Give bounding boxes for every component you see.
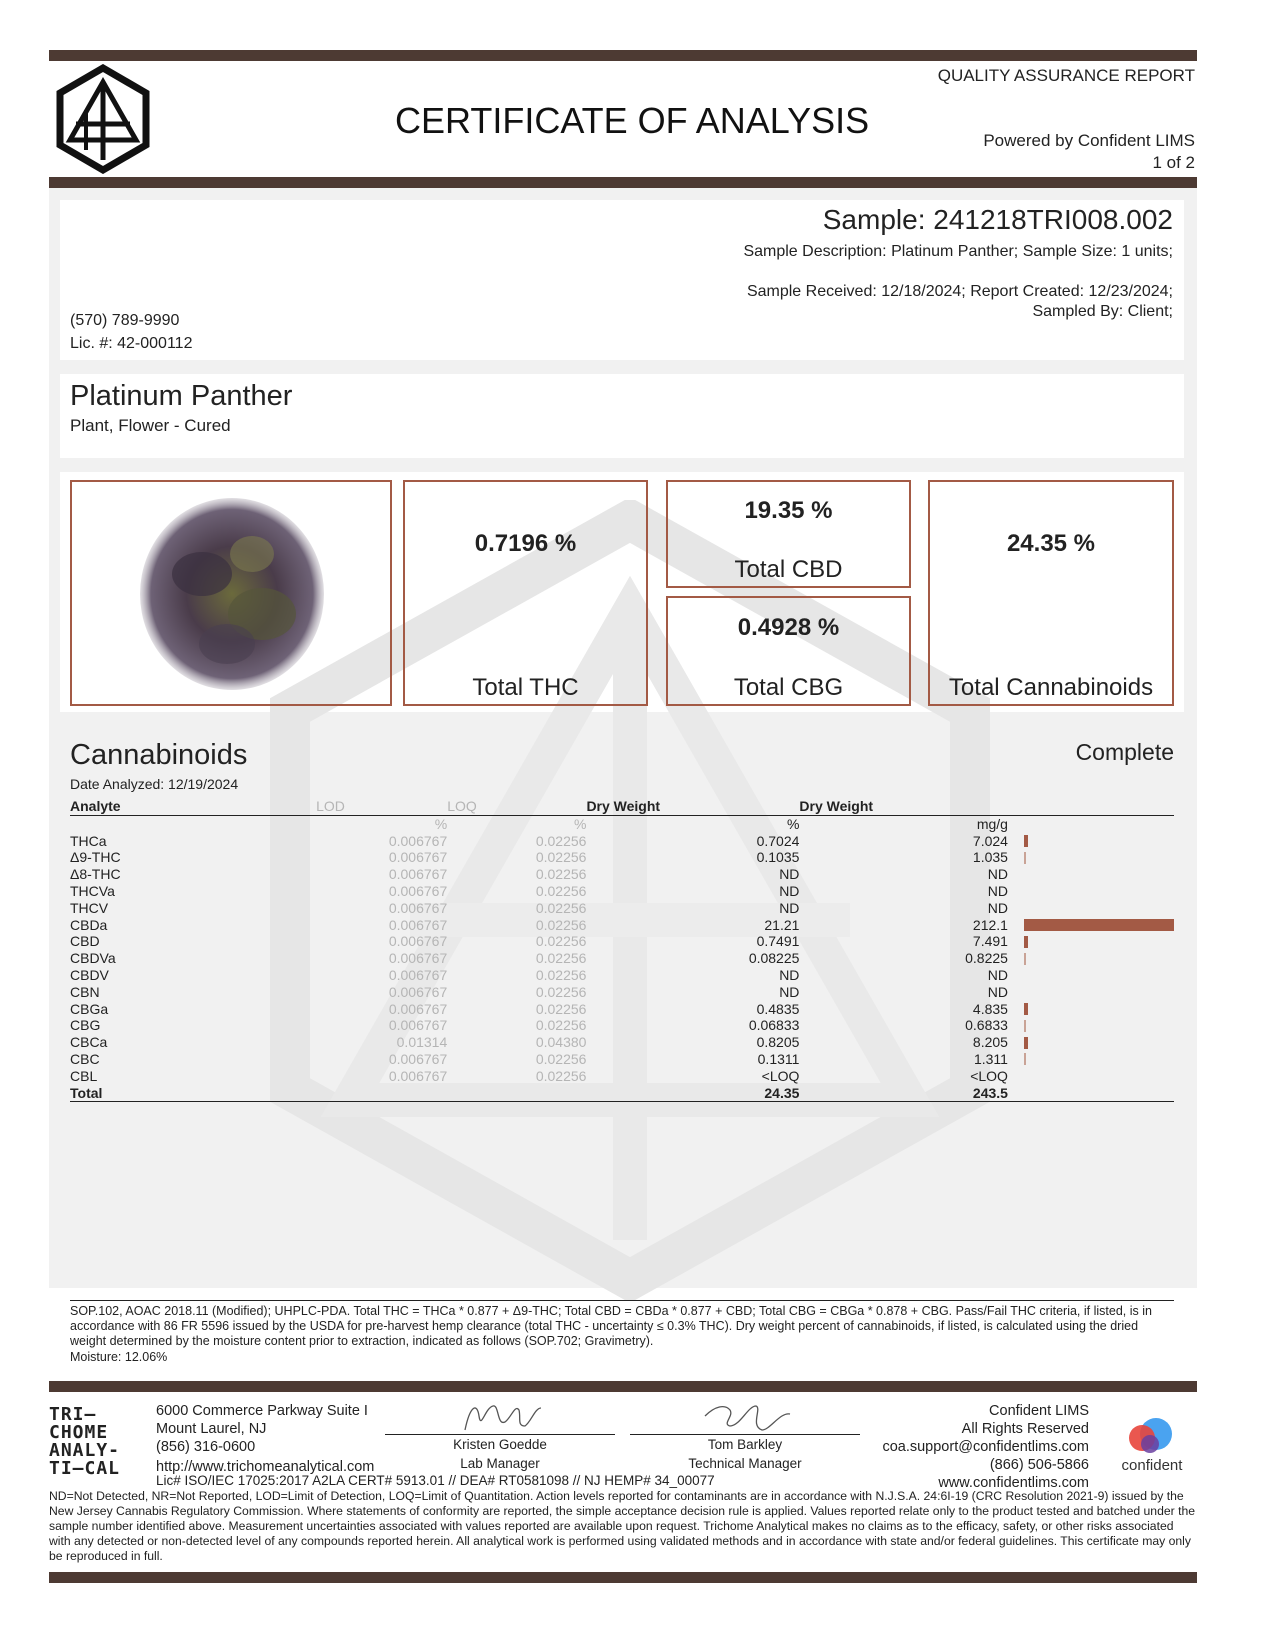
footer-bottom-bar [49, 1572, 1197, 1583]
dry-weight-mg-cell: 7.024 [972, 832, 1008, 849]
table-row [70, 984, 1174, 1001]
unit-lod: % [434, 815, 448, 832]
analyte-cell: THCa [70, 832, 107, 849]
table-row [70, 917, 1174, 934]
signature-1 [385, 1396, 615, 1436]
lims-email[interactable]: coa.support@confidentlims.com [882, 1439, 1089, 1455]
table-row [70, 849, 1174, 866]
product-photo [132, 494, 332, 694]
loq-cell: 0.02256 [535, 899, 587, 916]
table-row [70, 1051, 1174, 1068]
method-divider [70, 1300, 1174, 1301]
table-row [70, 1034, 1174, 1051]
lod-cell: 0.006767 [388, 950, 448, 967]
dry-weight-mg-cell: 8.205 [972, 1034, 1008, 1051]
lod-cell: 0.006767 [388, 1050, 448, 1067]
lod-cell: 0.006767 [388, 832, 448, 849]
unit-mg: mg/g [976, 815, 1008, 832]
signer-2-title: Technical Manager [688, 1456, 802, 1471]
loq-cell: 0.02256 [535, 882, 587, 899]
qa-report-label: QUALITY ASSURANCE REPORT [937, 66, 1195, 85]
dry-weight-pct-cell: ND [779, 899, 800, 916]
wordmark-line-4: TI—CAL [49, 1458, 121, 1479]
dry-weight-mg-cell: <LOQ [970, 1067, 1008, 1084]
cannabinoids-status: Complete [1075, 739, 1174, 765]
lod-cell: 0.006767 [388, 1067, 448, 1084]
table-row [70, 967, 1174, 984]
table-total-row [70, 1085, 1174, 1102]
sample-received: Sample Received: 12/18/2024; Report Created: 12/23/2024; [746, 283, 1173, 300]
total-pct: 24.35 [764, 1084, 800, 1101]
dry-weight-pct-cell: 0.4835 [756, 1000, 800, 1017]
amount-bar [1024, 1003, 1028, 1015]
loq-cell: 0.02256 [535, 950, 587, 967]
analyte-cell: CBG [70, 1017, 101, 1034]
analyte-cell: CBCa [70, 1034, 108, 1051]
col-analyte: Analyte [70, 798, 316, 815]
loq-cell: 0.02256 [535, 933, 587, 950]
table-body [70, 833, 1174, 1085]
loq-cell: 0.02256 [535, 1050, 587, 1067]
dry-weight-mg-cell: ND [987, 866, 1008, 883]
dry-weight-pct-cell: 0.08225 [748, 950, 800, 967]
analyte-cell: CBL [70, 1067, 98, 1084]
top-bar [49, 50, 1197, 61]
signer-1-name: Kristen Goedde [453, 1437, 547, 1452]
header-bottom-bar [49, 177, 1197, 188]
sample-panel [60, 200, 1184, 360]
table-row [70, 1017, 1174, 1034]
product-panel [60, 374, 1184, 458]
wordmark-line-3: ANALY- [49, 1440, 121, 1461]
table-row [70, 866, 1174, 883]
loq-cell: 0.02256 [535, 983, 587, 1000]
disclaimer: ND=Not Detected, NR=Not Reported, LOD=Limit of Detection, LOQ=Limit of Quantitation. Action levels reported for contaminants are in accordance with N.J.S.A. 24:6I-19 (CRC Resolution 2021-9) issued by the New Jersey Cannabis Regulatory Commission. Where statements of conformity are reported, the simple acceptance decision rule is applied. Values reported relate only to the product tested and batched under the sample number identified above. Measurement uncertainties associated with values reported are available upon request. Trichome Analytical makes no claims as to the efficacy, safety, or other risks associated with any detected or non-detected level of any compounds reported herein. All analytical work is performed using validated methods and in accordance with state and/or federal guidelines. This certificate may only be reproduced in full. [49, 1489, 1196, 1563]
loq-cell: 0.02256 [535, 866, 587, 883]
lod-cell: 0.006767 [388, 966, 448, 983]
total-thc-label: Total THC [472, 674, 579, 701]
amount-bar [1024, 835, 1028, 847]
confident-logo [1112, 1414, 1192, 1474]
dry-weight-pct-cell: 0.06833 [748, 1017, 800, 1034]
total-cbd-label: Total CBD [734, 556, 843, 583]
table-units-row [70, 815, 1174, 832]
footer-top-bar [49, 1381, 1197, 1392]
lab-address-2: Mount Laurel, NJ [156, 1421, 267, 1437]
lims-rights: All Rights Reserved [961, 1421, 1089, 1437]
lab-address-1: 6000 Commerce Parkway Suite I [156, 1403, 368, 1419]
dry-weight-pct-cell: 0.7491 [756, 933, 800, 950]
loq-cell: 0.02256 [535, 916, 587, 933]
lod-cell: 0.006767 [388, 849, 448, 866]
dry-weight-mg-cell: ND [987, 966, 1008, 983]
lims-contact [882, 1402, 1089, 1492]
dry-weight-pct-cell: <LOQ [761, 1067, 800, 1084]
table-row [70, 883, 1174, 900]
col-dry-weight-pct: Dry Weight [586, 798, 799, 815]
cannabinoids-title: Cannabinoids [70, 739, 248, 771]
col-dry-weight-mg: Dry Weight [799, 798, 1008, 815]
total-cbg-label: Total CBG [733, 674, 844, 701]
col-bar [1008, 798, 1174, 815]
dry-weight-pct-cell: 21.21 [764, 916, 800, 933]
total-analyte: Total [70, 1084, 103, 1101]
method-note: SOP.102, AOAC 2018.11 (Modified); UHPLC-PDA. Total THC = THCa * 0.877 + Δ9-THC; Total CBD = CBDa * 0.877 + CBD; Total CBG = CBGa * 0.878 + CBG. Pass/Fail THC criteria, if listed, is in accordance with 86 FR 5596 issued by the USDA for pre-harvest hemp clearance (total THC - uncertainty ≤ 0.3% THC). Dry weight percent of cannabinoids, if listed, is calculated using the dried weight determined by the moisture content prior to extraction, indicated as follows (SOP.702; Gravimetry). [70, 1304, 1152, 1348]
dry-weight-mg-cell: 212.1 [972, 916, 1008, 933]
dry-weight-mg-cell: 1.311 [973, 1050, 1008, 1067]
moisture: Moisture: 12.06% [70, 1350, 168, 1364]
page-number: 1 of 2 [1152, 153, 1195, 172]
wordmark-line-2: CHOME [49, 1422, 109, 1443]
dry-weight-pct-cell: ND [779, 966, 800, 983]
analyte-cell: THCV [70, 899, 109, 916]
lod-cell: 0.006767 [388, 983, 448, 1000]
lod-cell: 0.006767 [388, 1017, 448, 1034]
analyte-cell: THCVa [70, 882, 115, 899]
sample-id: Sample: 241218TRI008.002 [822, 204, 1173, 235]
table-row [70, 933, 1174, 950]
amount-bar [1024, 953, 1026, 965]
analyte-cell: CBN [70, 983, 100, 1000]
analyte-cell: CBDV [70, 966, 109, 983]
lod-cell: 0.006767 [388, 899, 448, 916]
analyte-cell: CBD [70, 933, 100, 950]
client-license: Lic. #: 42-000112 [70, 335, 193, 352]
powered-by: Powered by Confident LIMS [983, 131, 1195, 150]
lod-cell: 0.006767 [388, 916, 448, 933]
total-cbd-value: 19.35 % [744, 497, 833, 524]
total-cbg-card [666, 596, 911, 706]
dry-weight-mg-cell: ND [987, 983, 1008, 1000]
analyte-cell: CBDa [70, 916, 108, 933]
page-title: CERTIFICATE OF ANALYSIS [395, 100, 870, 141]
lims-website[interactable]: www.confidentlims.com [938, 1475, 1089, 1491]
amount-bar [1024, 936, 1028, 948]
wordmark-line-1: TRI— [49, 1404, 97, 1425]
signature-line-1 [385, 1434, 615, 1435]
amount-bar [1024, 1020, 1026, 1032]
product-name: Platinum Panther [70, 380, 293, 412]
total-cbg-value: 0.4928 % [737, 614, 840, 641]
signature-2 [630, 1396, 860, 1436]
table-row [70, 900, 1174, 917]
date-analyzed: Date Analyzed: 12/19/2024 [70, 776, 239, 792]
confident-logo-text: confident [1121, 1457, 1183, 1474]
total-cannabinoids-value: 24.35 % [1006, 530, 1096, 557]
sample-description: Sample Description: Platinum Panther; Sample Size: 1 units; [743, 243, 1173, 260]
loq-cell: 0.02256 [535, 1067, 587, 1084]
analyte-cell: CBGa [70, 1000, 109, 1017]
dry-weight-pct-cell: ND [779, 866, 800, 883]
dry-weight-pct-cell: 0.8205 [756, 1034, 800, 1051]
dry-weight-pct-cell: ND [779, 882, 800, 899]
sampled-by: Sampled By: Client; [1032, 303, 1173, 320]
dry-weight-pct-cell: 0.1311 [757, 1050, 800, 1067]
client-phone: (570) 789-9990 [70, 312, 180, 329]
loq-cell: 0.02256 [535, 1000, 587, 1017]
table-row [70, 1001, 1174, 1018]
table-row [70, 1068, 1174, 1085]
table-row [70, 950, 1174, 967]
total-thc-value: 0.7196 % [474, 530, 577, 557]
total-cannabinoids-card [928, 480, 1174, 706]
lims-name: Confident LIMS [989, 1403, 1089, 1419]
amount-bar [1024, 1037, 1028, 1049]
dry-weight-mg-cell: 4.835 [972, 1000, 1008, 1017]
dry-weight-pct-cell: ND [779, 983, 800, 1000]
lab-logo [56, 64, 150, 174]
loq-cell: 0.02256 [535, 849, 587, 866]
lod-cell: 0.01314 [396, 1034, 448, 1051]
lab-phone: (856) 316-0600 [156, 1439, 256, 1455]
col-lod: LOD [316, 798, 447, 815]
total-mg: 243.5 [972, 1084, 1008, 1101]
analyte-cell: Δ8-THC [70, 866, 121, 883]
total-cannabinoids-label: Total Cannabinoids [948, 674, 1154, 701]
dry-weight-mg-cell: ND [987, 882, 1008, 899]
dry-weight-mg-cell: 7.491 [972, 933, 1008, 950]
lab-contact [156, 1402, 374, 1476]
amount-bar [1024, 1053, 1026, 1065]
loq-cell: 0.02256 [535, 966, 587, 983]
lab-wordmark [49, 1406, 120, 1478]
table-header-row [70, 798, 1174, 815]
lod-cell: 0.006767 [388, 882, 448, 899]
lod-cell: 0.006767 [388, 1000, 448, 1017]
analyte-cell: CBDVa [70, 950, 116, 967]
table-row [70, 833, 1174, 850]
analyte-cell: CBC [70, 1050, 100, 1067]
dry-weight-mg-cell: ND [987, 899, 1008, 916]
lod-cell: 0.006767 [388, 866, 448, 883]
col-loq: LOQ [447, 798, 586, 815]
cannabinoids-table [70, 798, 1174, 1102]
dry-weight-mg-cell: 0.8225 [965, 950, 1008, 967]
unit-loq: % [573, 815, 587, 832]
loq-cell: 0.02256 [535, 1017, 587, 1034]
total-cbd-card [666, 480, 911, 588]
signer-2-name: Tom Barkley [707, 1437, 783, 1452]
dry-weight-mg-cell: 1.035 [972, 849, 1008, 866]
product-photo-frame [70, 480, 392, 706]
dry-weight-pct-cell: 0.1035 [756, 849, 800, 866]
dry-weight-pct-cell: 0.7024 [756, 832, 800, 849]
unit-pct: % [786, 815, 800, 832]
lod-cell: 0.006767 [388, 933, 448, 950]
accreditation: Lic# ISO/IEC 17025:2017 A2LA CERT# 5913.01 // DEA# RT0581098 // NJ HEMP# 34_00077 [156, 1473, 715, 1488]
signature-line-2 [630, 1434, 860, 1435]
signer-1-title: Lab Manager [460, 1456, 540, 1471]
amount-bar [1024, 919, 1174, 931]
loq-cell: 0.04380 [535, 1034, 587, 1051]
lab-website[interactable]: http://www.trichomeanalytical.com [156, 1459, 375, 1475]
loq-cell: 0.02256 [535, 832, 587, 849]
total-thc-card [403, 480, 648, 706]
lims-phone: (866) 506-5866 [989, 1457, 1089, 1473]
analyte-cell: Δ9-THC [70, 849, 121, 866]
product-type: Plant, Flower - Cured [70, 416, 231, 435]
unit-analyte [70, 815, 316, 832]
amount-bar [1024, 852, 1026, 864]
dry-weight-mg-cell: 0.6833 [965, 1017, 1008, 1034]
